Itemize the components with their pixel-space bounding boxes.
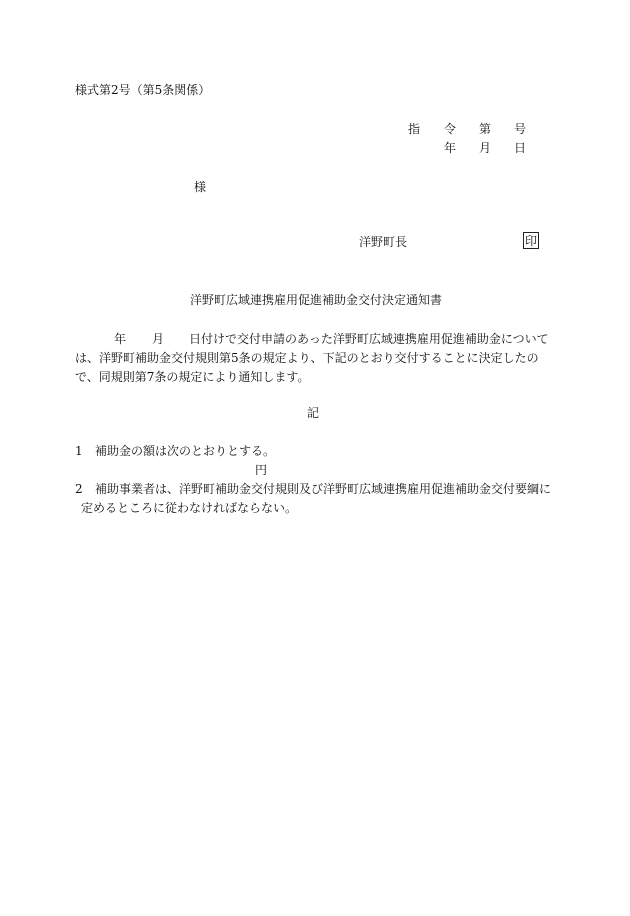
seal-box: 印 — [524, 234, 537, 248]
date-month: 月 — [479, 141, 492, 155]
body-year: 年 — [114, 332, 127, 346]
item-2-text: 補助事業者は、洋野町補助金交付規則及び洋野町広域連携雇用促進補助金交付要綱に — [95, 482, 552, 496]
body-line-1 — [75, 331, 549, 347]
body-line-1-text: 日付けで交付申請のあった洋野町広域連携雇用促進補助金について — [189, 332, 549, 346]
date-day: 日 — [514, 141, 527, 155]
doc-number-label-2: 令 — [444, 122, 457, 136]
item-2-number: 2 — [75, 482, 83, 496]
item-2-continuation: 定めるところに従わなければならない。 — [81, 501, 298, 515]
item-2 — [75, 481, 551, 497]
addressee-suffix: 様 — [194, 180, 207, 194]
item-1 — [75, 443, 275, 459]
yen-label: 円 — [255, 463, 268, 477]
item-1-text: 補助金の額は次のとおりとする。 — [95, 444, 276, 458]
form-number: 様式第2号（第5条関係） — [75, 83, 211, 97]
body-line-2: は、洋野町補助金交付規則第5条の規定より、下記のとおり交付することに決定したの — [75, 351, 539, 365]
date-year: 年 — [444, 141, 457, 155]
body-line-3: で、同規則第7条の規定により通知します。 — [75, 370, 310, 384]
item-1-number: 1 — [75, 444, 83, 458]
body-month: 月 — [152, 332, 165, 346]
ki-heading: 記 — [307, 406, 320, 420]
document-title: 洋野町広域連携雇用促進補助金交付決定通知書 — [190, 293, 443, 307]
doc-number-label-1: 指 — [408, 122, 421, 136]
doc-number-label-3: 第 — [479, 122, 492, 136]
issuer-name: 洋野町長 — [359, 235, 408, 249]
doc-number-label-4: 号 — [514, 122, 527, 136]
